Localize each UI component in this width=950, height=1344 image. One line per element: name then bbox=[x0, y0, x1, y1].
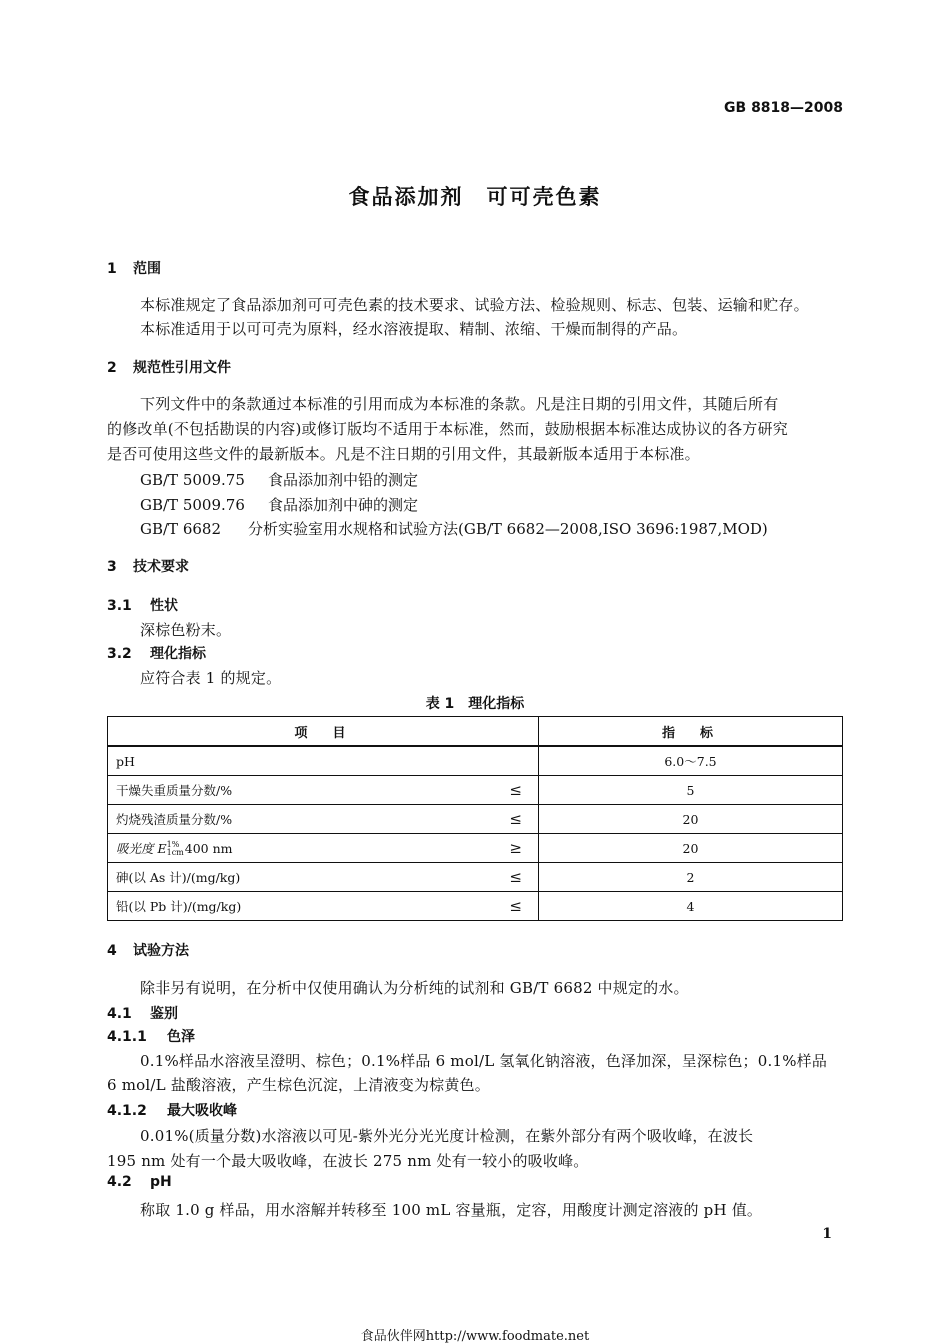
section-2-line-3: 是否可使用这些文件的最新版本。凡是不注日期的引用文件，其最新版本适用于本标准。 bbox=[107, 445, 700, 463]
reference-title: 分析实验室用水规格和试验方法(GB/T 6682—2008,ISO 3696:1987,MOD) bbox=[248, 520, 768, 538]
section-2-heading bbox=[107, 357, 231, 377]
column-header-item: 项 目 bbox=[108, 717, 539, 747]
section-4-2-number: 4.2 bbox=[107, 1174, 132, 1190]
item-label-tail: 400 nm bbox=[184, 840, 233, 856]
table-row bbox=[108, 746, 843, 776]
item-label: 铅(以 Pb 计)/(mg/kg) bbox=[116, 899, 242, 914]
section-4-1-title: 鉴别 bbox=[150, 1006, 178, 1022]
table-row bbox=[108, 834, 843, 863]
reference-title: 食品添加剂中铅的测定 bbox=[268, 471, 419, 489]
section-4-1-1-line-1: 0.1%样品水溶液呈澄明、棕色；0.1%样品 6 mol/L 氢氧化钠溶液，色泽加深，呈深棕色；0.1%样品 bbox=[140, 1052, 828, 1070]
section-1-heading bbox=[107, 258, 161, 278]
reference-item bbox=[140, 518, 768, 539]
column-header-value: 指 标 bbox=[539, 717, 843, 747]
section-1-number: 1 bbox=[107, 261, 117, 277]
reference-code: GB/T 5009.76 bbox=[140, 496, 245, 514]
table-row bbox=[108, 892, 843, 921]
section-3-title: 技术要求 bbox=[133, 559, 189, 575]
table-row bbox=[108, 805, 843, 834]
section-4-1-1-line-2: 6 mol/L 盐酸溶液，产生棕色沉淀，上清液变为棕黄色。 bbox=[107, 1076, 490, 1094]
section-4-1-heading bbox=[107, 1003, 178, 1023]
section-4-2-title: pH bbox=[150, 1174, 172, 1190]
section-4-2-text: 称取 1.0 g 样品，用水溶解并转移至 100 mL 容量瓶，定容，用酸度计测定溶液的 pH 值。 bbox=[140, 1201, 763, 1219]
reference-item bbox=[140, 469, 418, 490]
relation-sign: ≥ bbox=[509, 838, 522, 857]
table-cell-item bbox=[108, 863, 539, 892]
section-4-heading bbox=[107, 940, 189, 960]
section-2-title: 规范性引用文件 bbox=[133, 360, 231, 376]
reference-code: GB/T 5009.75 bbox=[140, 471, 245, 489]
section-3-2-title: 理化指标 bbox=[150, 646, 206, 662]
relation-sign: ≤ bbox=[509, 897, 522, 915]
section-3-1-number: 3.1 bbox=[107, 598, 132, 614]
section-3-1-title: 性状 bbox=[150, 598, 178, 614]
page-number: 1 bbox=[822, 1226, 832, 1242]
section-4-number: 4 bbox=[107, 943, 117, 959]
section-3-2-text: 应符合表 1 的规定。 bbox=[140, 669, 282, 687]
section-3-heading bbox=[107, 556, 189, 576]
item-label: 砷(以 As 计)/(mg/kg) bbox=[116, 870, 241, 885]
section-4-1-1-title: 色泽 bbox=[167, 1029, 195, 1045]
table-row bbox=[108, 776, 843, 805]
section-3-2-heading bbox=[107, 643, 206, 663]
reference-code: GB/T 6682 bbox=[140, 520, 222, 538]
section-4-intro: 除非另有说明，在分析中仅使用确认为分析纯的试剂和 GB/T 6682 中规定的水。 bbox=[140, 979, 689, 997]
specification-table bbox=[107, 716, 843, 921]
reference-item bbox=[140, 494, 418, 515]
relation-sign: ≤ bbox=[509, 781, 522, 799]
section-2-line-1: 下列文件中的条款通过本标准的引用而成为本标准的条款。凡是注日期的引用文件，其随后所有 bbox=[140, 395, 779, 413]
reference-title: 食品添加剂中砷的测定 bbox=[268, 496, 419, 514]
item-label: 干燥失重质量分数/% bbox=[116, 783, 233, 798]
absorbance-subscript: 1cm bbox=[166, 848, 184, 858]
document-title: 食品添加剂 可可壳色素 bbox=[348, 185, 602, 209]
section-3-number: 3 bbox=[107, 559, 117, 575]
item-label: pH bbox=[116, 753, 135, 769]
section-4-2-heading bbox=[107, 1174, 172, 1190]
table-cell-item bbox=[108, 892, 539, 921]
section-4-1-2-title: 最大吸收峰 bbox=[167, 1103, 237, 1119]
section-4-1-2-number: 4.1.2 bbox=[107, 1103, 147, 1119]
section-1-title: 范围 bbox=[133, 261, 161, 277]
table-cell-item bbox=[108, 746, 539, 776]
item-label: 吸光度 E bbox=[116, 840, 167, 856]
absorbance-superscript: 1% bbox=[166, 840, 180, 850]
table-cell-value: 2 bbox=[539, 863, 843, 892]
table-cell-item bbox=[108, 805, 539, 834]
footer-watermark: 食品伙伴网http://www.foodmate.net bbox=[360, 1329, 590, 1344]
table-cell-value: 20 bbox=[539, 834, 843, 863]
section-4-1-2-line-1: 0.01%(质量分数)水溶液以可见-紫外光分光光度计检测，在紫外部分有两个吸收峰，在波长 bbox=[140, 1127, 754, 1145]
table-cell-value: 5 bbox=[539, 776, 843, 805]
table-header-row bbox=[108, 717, 843, 747]
table-caption: 表 1 理化指标 bbox=[425, 696, 525, 712]
table-cell-value: 20 bbox=[539, 805, 843, 834]
relation-sign: ≤ bbox=[509, 810, 522, 828]
section-2-number: 2 bbox=[107, 360, 117, 376]
section-1-paragraph-1: 本标准规定了食品添加剂可可壳色素的技术要求、试验方法、检验规则、标志、包装、运输和贮存。 bbox=[140, 296, 809, 314]
standard-number: GB 8818—2008 bbox=[724, 100, 843, 116]
section-3-2-number: 3.2 bbox=[107, 646, 132, 662]
section-4-title: 试验方法 bbox=[133, 943, 189, 959]
section-4-1-1-heading bbox=[107, 1026, 195, 1046]
table-cell-item bbox=[108, 834, 539, 863]
table-cell-value: 4 bbox=[539, 892, 843, 921]
section-4-1-2-line-2: 195 nm 处有一个最大吸收峰，在波长 275 nm 处有一较小的吸收峰。 bbox=[107, 1152, 589, 1170]
table-cell-value: 6.0～7.5 bbox=[539, 746, 843, 776]
section-1-paragraph-2: 本标准适用于以可可壳为原料，经水溶液提取、精制、浓缩、干燥而制得的产品。 bbox=[140, 320, 688, 338]
section-3-1-text: 深棕色粉末。 bbox=[140, 621, 232, 639]
absorbance-indices bbox=[167, 841, 184, 857]
relation-sign: ≤ bbox=[509, 868, 522, 886]
section-4-1-number: 4.1 bbox=[107, 1006, 132, 1022]
section-4-1-2-heading bbox=[107, 1100, 237, 1120]
table-cell-item bbox=[108, 776, 539, 805]
section-4-1-1-number: 4.1.1 bbox=[107, 1029, 147, 1045]
table-row bbox=[108, 863, 843, 892]
section-2-line-2: 的修改单(不包括勘误的内容)或修订版均不适用于本标准，然而，鼓励根据本标准达成协议的各方研究 bbox=[107, 420, 788, 438]
section-3-1-heading bbox=[107, 595, 178, 615]
item-label: 灼烧残渣质量分数/% bbox=[116, 812, 233, 827]
